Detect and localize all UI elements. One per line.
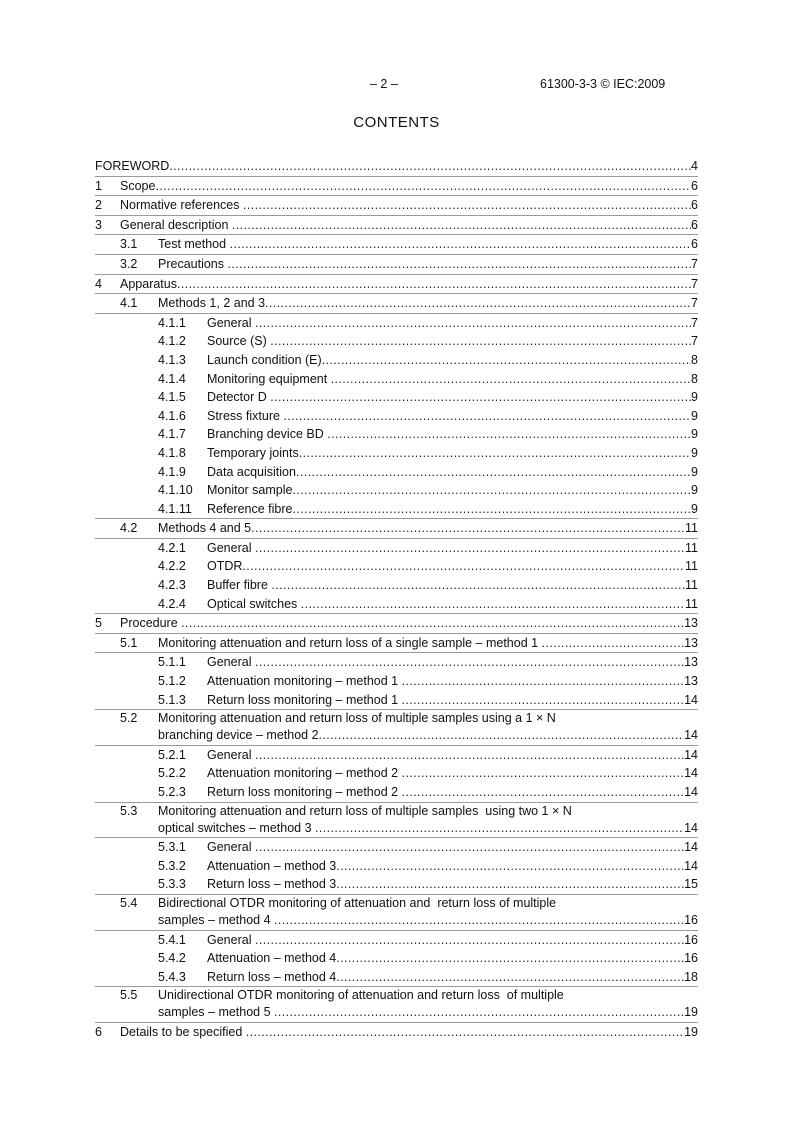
toc-entry-title-continued: branching device – method 2	[158, 728, 319, 743]
toc-entry[interactable]	[95, 634, 698, 653]
dot-leader	[255, 539, 685, 558]
dot-leader	[336, 968, 684, 987]
toc-page-number: 7	[691, 276, 698, 291]
toc-page-number: 7	[691, 334, 698, 349]
toc-entry[interactable]	[95, 314, 698, 333]
toc-entry[interactable]	[95, 1023, 698, 1042]
toc-entry-number: 4.1.7	[158, 427, 186, 442]
toc-entry-title: Bidirectional OTDR monitoring of attenuation and return loss of multiple	[158, 895, 557, 910]
toc-entry-title: General	[207, 315, 255, 330]
dot-leader	[336, 949, 684, 968]
toc-entry-number: 5.4.2	[158, 951, 186, 966]
toc-entry-number: 5.2	[120, 711, 138, 726]
toc-entry-title: Attenuation – method 3	[207, 858, 337, 873]
toc-page-number: 9	[691, 408, 698, 423]
toc-entry-title-continued: samples – method 5	[158, 1005, 275, 1020]
toc-entry[interactable]	[95, 519, 698, 538]
toc-entry[interactable]	[95, 949, 698, 968]
toc-entry[interactable]	[95, 294, 698, 313]
dot-leader	[243, 196, 691, 215]
toc-entry[interactable]	[95, 351, 698, 370]
toc-entry-number: 5.2.2	[158, 766, 186, 781]
dot-leader	[336, 857, 684, 876]
toc-entry[interactable]	[95, 875, 698, 894]
toc-entry-number: 4.1	[120, 296, 138, 311]
toc-entry-title: Attenuation – method 4	[207, 951, 337, 966]
toc-page-number: 13	[684, 674, 698, 689]
toc-entry[interactable]	[95, 764, 698, 783]
toc-entry-title: General	[207, 840, 255, 855]
dot-leader	[299, 444, 691, 463]
toc-page-number: 14	[684, 692, 698, 707]
dot-leader	[402, 783, 685, 802]
toc-page-number: 8	[691, 352, 698, 367]
toc-entry-number: 4.1.10	[158, 483, 193, 498]
dot-leader	[270, 388, 691, 407]
toc-entry-number: 6	[95, 1024, 102, 1039]
toc-entry-title: General	[207, 932, 255, 947]
toc-entry-number: 4.1.3	[158, 352, 186, 367]
toc-page-number: 9	[691, 501, 698, 516]
toc-page-number: 14	[684, 766, 698, 781]
toc-entry-number: 5.3.3	[158, 877, 186, 892]
toc-entry-number: 5.1.1	[158, 655, 186, 670]
toc-page-number: 9	[691, 390, 698, 405]
dot-leader	[181, 614, 684, 633]
toc-page-number: 14	[684, 858, 698, 873]
toc-entry-number: 5.4	[120, 895, 138, 910]
toc-entry[interactable]	[95, 672, 698, 691]
dot-leader	[402, 691, 685, 710]
toc-entry-title: Precautions	[158, 256, 228, 271]
dot-leader	[155, 177, 691, 196]
toc-entry[interactable]	[95, 407, 698, 426]
toc-entry-title: OTDR	[207, 559, 243, 574]
toc-entry[interactable]	[95, 463, 698, 482]
toc-entry-title: Methods 4 and 5	[158, 521, 252, 536]
toc-entry[interactable]	[95, 196, 698, 215]
dot-leader	[227, 255, 691, 274]
toc-entry-title: Attenuation monitoring – method 1	[207, 674, 402, 689]
toc-entry-number: 3	[95, 217, 102, 232]
dot-leader	[169, 157, 691, 176]
dot-leader	[283, 407, 691, 426]
toc-entry-number: 5.4.3	[158, 969, 186, 984]
toc-entry-title: Test method	[158, 237, 230, 252]
toc-entry-number: 5.3	[120, 803, 138, 818]
dot-leader	[315, 819, 684, 838]
toc-entry-title: Stress fixture	[207, 408, 284, 423]
toc-entry[interactable]	[95, 216, 698, 235]
dot-leader	[177, 275, 691, 294]
toc-entry-title: Source (S)	[207, 334, 271, 349]
toc-page-number: 11	[685, 540, 698, 555]
toc-entry-title: Monitoring attenuation and return loss of a single sample – method 1	[158, 635, 542, 650]
toc-entry-title: FOREWORD	[95, 159, 170, 173]
toc-entry-title: Detector D	[207, 390, 271, 405]
toc-entry-number: 4.1.8	[158, 445, 186, 460]
toc-page-number: 14	[684, 840, 698, 855]
toc-entry[interactable]	[95, 177, 698, 196]
table-of-contents	[95, 157, 698, 1042]
toc-entry[interactable]	[95, 576, 698, 595]
toc-entry-number: 4.1.9	[158, 464, 186, 479]
toc-entry-title: Monitor sample	[207, 483, 293, 498]
toc-entry-number: 5.4.1	[158, 932, 186, 947]
toc-entry[interactable]	[95, 653, 698, 672]
toc-entry-number: 4.1.5	[158, 390, 186, 405]
toc-entry-title: Monitoring equipment	[207, 371, 331, 386]
toc-page-number: 4	[691, 159, 698, 173]
toc-entry-title: Optical switches	[207, 596, 301, 611]
toc-entry-number: 5.2.1	[158, 747, 186, 762]
dot-leader	[319, 726, 685, 745]
toc-entry-title: Details to be specified	[120, 1024, 246, 1039]
toc-entry-number: 2	[95, 198, 102, 213]
dot-leader	[232, 216, 691, 235]
toc-page-number: 9	[691, 464, 698, 479]
toc-entry-number: 4	[95, 276, 102, 291]
toc-page-number: 6	[691, 217, 698, 232]
toc-entry-title: Return loss monitoring – method 2	[207, 785, 402, 799]
toc-entry[interactable]	[95, 235, 698, 254]
page-number: – 2 –	[370, 77, 398, 91]
contents-title: CONTENTS	[353, 114, 440, 131]
toc-entry-title: General	[207, 655, 255, 670]
toc-page-number: 9	[691, 483, 698, 498]
dot-leader	[322, 351, 691, 370]
toc-entry[interactable]	[95, 332, 698, 351]
toc-entry-number: 4.2.3	[158, 578, 186, 593]
toc-entry-title: Normative references	[120, 198, 243, 213]
toc-page-number: 9	[691, 445, 698, 460]
toc-entry-number: 5.5	[120, 988, 138, 1003]
toc-entry[interactable]	[95, 803, 698, 838]
dot-leader	[270, 332, 691, 351]
document-reference: 61300-3-3 © IEC:2009	[540, 77, 666, 91]
toc-page-number: 6	[691, 237, 698, 252]
toc-entry-number: 4.2	[120, 521, 138, 536]
toc-entry[interactable]	[95, 614, 698, 633]
toc-page-number: 14	[684, 820, 698, 835]
toc-entry[interactable]	[95, 481, 698, 500]
toc-page-number: 16	[684, 951, 698, 966]
dot-leader	[255, 746, 684, 765]
toc-entry-number: 4.1.2	[158, 334, 186, 349]
toc-entry-number: 3.1	[120, 237, 138, 252]
toc-entry-title: Apparatus	[120, 276, 177, 291]
toc-page-number: 6	[691, 178, 698, 193]
toc-page-number: 6	[691, 198, 698, 213]
toc-entry-title: Attenuation monitoring – method 2	[207, 766, 402, 781]
toc-entry[interactable]	[95, 838, 698, 857]
toc-page-number: 13	[684, 635, 698, 650]
toc-entry-title-continued: optical switches – method 3	[158, 820, 316, 835]
dot-leader	[327, 425, 691, 444]
dot-leader	[336, 875, 684, 894]
toc-page-number: 11	[685, 559, 698, 574]
toc-entry-title: Return loss – method 3	[207, 877, 337, 892]
toc-entry[interactable]	[95, 500, 698, 519]
dot-leader	[274, 1003, 684, 1022]
toc-entry[interactable]	[95, 691, 698, 710]
toc-entry[interactable]	[95, 388, 698, 407]
toc-entry-number: 4.2.4	[158, 596, 186, 611]
toc-entry-title: General	[207, 540, 255, 555]
toc-entry[interactable]	[95, 425, 698, 444]
dot-leader	[255, 931, 684, 950]
toc-entry[interactable]	[95, 255, 698, 274]
toc-entry-title: Monitoring attenuation and return loss of multiple samples using two 1 × N	[158, 803, 572, 818]
toc-page-number: 16	[684, 912, 698, 927]
toc-page-number: 15	[684, 877, 698, 892]
toc-entry-title: Data acquisition	[207, 464, 296, 479]
toc-entry-number: 1	[95, 178, 102, 193]
toc-page-number: 11	[685, 578, 698, 593]
toc-entry-title: Launch condition (E)	[207, 352, 322, 367]
toc-page-number: 8	[691, 371, 698, 386]
toc-page-number: 13	[684, 616, 698, 631]
toc-page-number: 14	[684, 728, 698, 743]
toc-entry-title: Branching device BD	[207, 427, 328, 442]
toc-entry-number: 4.1.11	[158, 501, 192, 516]
dot-leader	[230, 235, 691, 254]
toc-page-number: 11	[685, 596, 698, 611]
toc-entry[interactable]	[95, 895, 698, 930]
toc-page-number: 7	[691, 256, 698, 271]
toc-entry[interactable]	[95, 746, 698, 765]
toc-entry-number: 5.1	[120, 635, 138, 650]
toc-entry-number: 5.1.3	[158, 692, 186, 707]
toc-entry[interactable]	[95, 710, 698, 745]
dot-leader	[301, 595, 685, 614]
toc-entry-title: Buffer fibre	[207, 578, 272, 593]
dot-leader	[274, 911, 684, 930]
dot-leader	[246, 1023, 684, 1042]
toc-entry-title: Reference fibre	[207, 501, 293, 516]
toc-page-number: 14	[684, 747, 698, 762]
toc-page-number: 19	[684, 1005, 698, 1020]
dot-leader	[331, 370, 691, 389]
toc-entry[interactable]	[95, 931, 698, 950]
toc-entry-title: Methods 1, 2 and 3	[158, 296, 266, 311]
dot-leader	[251, 519, 685, 538]
toc-entry-title: General description	[120, 217, 232, 232]
toc-page-number: 16	[684, 932, 698, 947]
toc-entry-number: 5.2.3	[158, 785, 186, 799]
dot-leader	[271, 576, 685, 595]
dot-leader	[402, 672, 685, 691]
toc-entry[interactable]	[95, 857, 698, 876]
dot-leader	[255, 314, 691, 333]
toc-entry-title: Unidirectional OTDR monitoring of attenuation and return loss of multiple	[158, 988, 564, 1003]
toc-entry-title: Procedure	[120, 616, 182, 631]
toc-entry-title-continued: samples – method 4	[158, 912, 275, 927]
toc-entry[interactable]	[95, 370, 698, 389]
dot-leader	[292, 500, 691, 519]
dot-leader	[296, 463, 691, 482]
dot-leader	[242, 557, 685, 576]
toc-entry-title: Temporary joints	[207, 445, 299, 460]
toc-page-number: 11	[685, 521, 698, 536]
toc-entry-number: 4.2.1	[158, 540, 186, 555]
toc-entry[interactable]	[95, 444, 698, 463]
toc-entry[interactable]	[95, 987, 698, 1022]
toc-entry-title: General	[207, 747, 255, 762]
toc-entry-number: 4.1.6	[158, 408, 186, 423]
toc-page-number: 18	[684, 969, 698, 984]
toc-entry-number: 4.2.2	[158, 559, 186, 574]
toc-page-number: 9	[691, 427, 698, 442]
toc-entry[interactable]	[95, 557, 698, 576]
toc-entry-number: 5.1.2	[158, 674, 186, 689]
toc-entry-title: Scope	[120, 178, 156, 193]
toc-entry-number: 5.3.1	[158, 840, 186, 855]
toc-page-number: 14	[684, 785, 698, 799]
toc-page-number: 19	[684, 1024, 698, 1039]
dot-leader	[255, 838, 684, 857]
dot-leader	[255, 653, 684, 672]
toc-entry[interactable]	[95, 275, 698, 294]
toc-entry-title: Return loss monitoring – method 1	[207, 692, 402, 707]
toc-entry[interactable]	[95, 539, 698, 558]
toc-entry[interactable]	[95, 968, 698, 987]
toc-entry[interactable]	[95, 595, 698, 614]
dot-leader	[292, 481, 691, 500]
toc-page-number: 7	[691, 315, 698, 330]
dot-leader	[265, 294, 691, 313]
toc-entry[interactable]	[95, 783, 698, 802]
toc-page-number: 7	[691, 296, 698, 311]
toc-entry-number: 5.3.2	[158, 858, 186, 873]
toc-entry[interactable]	[95, 157, 698, 176]
toc-entry-number: 4.1.1	[158, 315, 186, 330]
toc-page-number: 13	[684, 655, 698, 670]
toc-entry-title: Return loss – method 4	[207, 969, 337, 984]
dot-leader	[402, 764, 685, 783]
dot-leader	[542, 634, 685, 653]
toc-entry-number: 3.2	[120, 256, 138, 271]
toc-entry-number: 4.1.4	[158, 371, 186, 386]
toc-entry-number: 5	[95, 616, 102, 631]
toc-entry-title: Monitoring attenuation and return loss of multiple samples using a 1 × N	[158, 711, 556, 726]
